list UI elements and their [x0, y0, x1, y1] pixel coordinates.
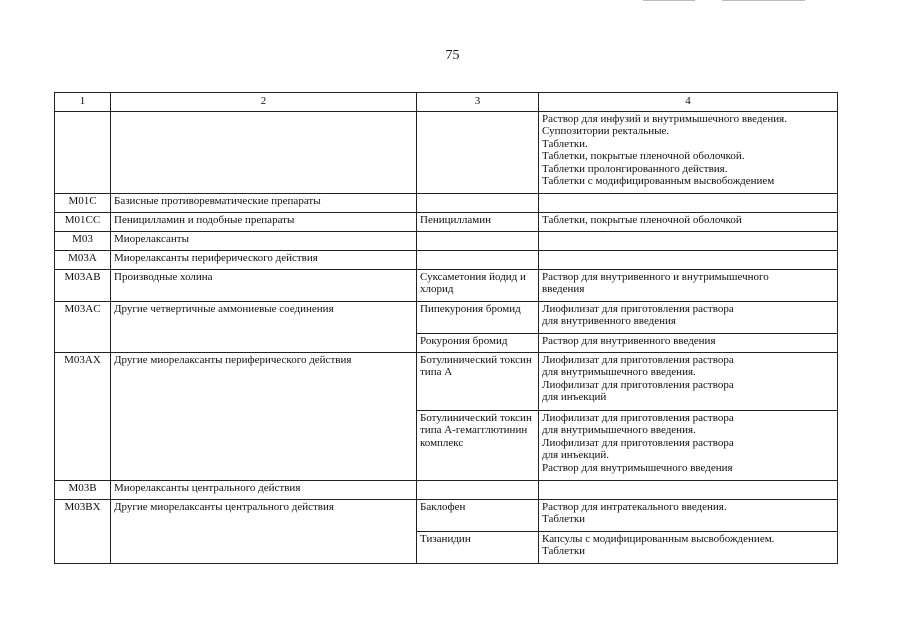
dosage-forms-cell [539, 232, 838, 251]
dosage-form-line: для инъекций [542, 391, 607, 404]
atc-code-cell: M03BX [55, 500, 111, 564]
group-name-cell: Миорелаксанты периферического действия [111, 251, 417, 270]
table-row [55, 481, 838, 500]
drug-name-cell [417, 194, 539, 213]
group-name-cell: Другие миорелаксанты периферического действия [111, 353, 417, 481]
dosage-form-line: для внутримышечного введения. [542, 424, 696, 437]
dosage-form-line: Таблетки с модифицированным высвобождением [542, 175, 775, 188]
drug-name-cell [417, 232, 539, 251]
table-row [55, 232, 838, 251]
dosage-form-line: Лиофилизат для приготовления раствора [542, 354, 734, 366]
page-number: 75 [445, 48, 460, 63]
dosage-form-line: Суппозитории ректальные. [542, 125, 670, 138]
atc-code-cell: M03AC [55, 302, 111, 353]
dosage-form-line: Раствор для интратекального введения. [542, 501, 727, 513]
drug-name-cell: Пипекурония бромид [417, 302, 539, 334]
dosage-forms-cell [539, 411, 838, 481]
column-header: 4 [539, 93, 838, 112]
table-header-row [55, 93, 838, 112]
dosage-form-line: Капсулы с модифицированным высвобождением. [542, 533, 775, 545]
atc-code-cell: M01C [55, 194, 111, 213]
group-name-cell: Миорелаксанты центрального действия [111, 481, 417, 500]
drug-name-cell: Ботулинический токсин типа А-гемагглютинин комплекс [417, 411, 539, 481]
dosage-form-line: Лиофилизат для приготовления раствора [542, 412, 734, 424]
drug-name-cell: Тизанидин [417, 532, 539, 564]
table-row [55, 353, 838, 411]
dosage-form-line: для инъекций. [542, 449, 609, 462]
dosage-form-line: Лиофилизат для приготовления раствора [542, 303, 734, 315]
atc-code-cell [55, 112, 111, 194]
table-row [55, 251, 838, 270]
drug-name-cell: Баклофен [417, 500, 539, 532]
group-name-cell: Пеницилламин и подобные препараты [111, 213, 417, 232]
dosage-forms-cell [539, 302, 838, 334]
atc-code-cell: M03B [55, 481, 111, 500]
drug-list-table [54, 92, 838, 564]
table-row [55, 270, 838, 302]
table-row [55, 213, 838, 232]
dosage-form-line: Раствор для внутримышечного введения [542, 461, 733, 474]
dosage-forms-cell [539, 481, 838, 500]
dosage-form-line: для внутримышечного введения. [542, 366, 696, 379]
dosage-form-line: для внутривенного введения [542, 315, 676, 328]
group-name-cell: Другие миорелаксанты центрального действия [111, 500, 417, 564]
dosage-forms-cell [539, 194, 838, 213]
dosage-forms-cell [539, 251, 838, 270]
dosage-form-line: Таблетки пролонгированного действия. [542, 162, 728, 175]
group-name-cell: Другие четвертичные аммониевые соединения [111, 302, 417, 353]
group-name-cell [111, 112, 417, 194]
group-name-cell: Миорелаксанты [111, 232, 417, 251]
drug-name-cell [417, 481, 539, 500]
drug-name-cell: Суксаметония йодид и хлорид [417, 270, 539, 302]
scan-edge-line [722, 0, 805, 1]
drug-name-cell: Рокурония бромид [417, 334, 539, 353]
dosage-form-line: Таблетки [542, 513, 586, 526]
group-name-cell: Базисные противоревматические препараты [111, 194, 417, 213]
column-header: 3 [417, 93, 539, 112]
atc-code-cell: M03AX [55, 353, 111, 481]
atc-code-cell: M03A [55, 251, 111, 270]
column-header: 1 [55, 93, 111, 112]
dosage-forms-cell [539, 112, 838, 194]
drug-name-cell [417, 251, 539, 270]
table-row [55, 194, 838, 213]
column-header: 2 [111, 93, 417, 112]
dosage-form-line: Лиофилизат для приготовления раствора [542, 436, 734, 449]
dosage-forms-cell [539, 353, 838, 411]
group-name-cell: Производные холина [111, 270, 417, 302]
dosage-form-line: Таблетки. [542, 137, 588, 150]
table-row [55, 500, 838, 532]
atc-code-cell: M03AB [55, 270, 111, 302]
dosage-form-line: Лиофилизат для приготовления раствора [542, 378, 734, 391]
drug-name-cell: Ботулинический токсин типа А [417, 353, 539, 411]
dosage-forms-cell [539, 532, 838, 564]
dosage-form-line: Раствор для внутривенного и внутримышечного [542, 271, 769, 283]
dosage-form-line: введения [542, 283, 585, 296]
atc-code-cell: M03 [55, 232, 111, 251]
table-row [55, 302, 838, 334]
dosage-forms-cell [539, 500, 838, 532]
dosage-forms-cell: Таблетки, покрытые пленочной оболочкой [539, 213, 838, 232]
drug-name-cell: Пеницилламин [417, 213, 539, 232]
scan-edge-line [643, 0, 695, 1]
table-row [55, 112, 838, 194]
dosage-forms-cell: Раствор для внутривенного введения [539, 334, 838, 353]
drug-name-cell [417, 112, 539, 194]
atc-code-cell: M01CC [55, 213, 111, 232]
dosage-form-line: Таблетки [542, 545, 586, 558]
dosage-forms-cell [539, 270, 838, 302]
dosage-form-line: Таблетки, покрытые пленочной оболочкой. [542, 150, 745, 163]
dosage-form-line: Раствор для инфузий и внутримышечного введения. [542, 113, 787, 125]
